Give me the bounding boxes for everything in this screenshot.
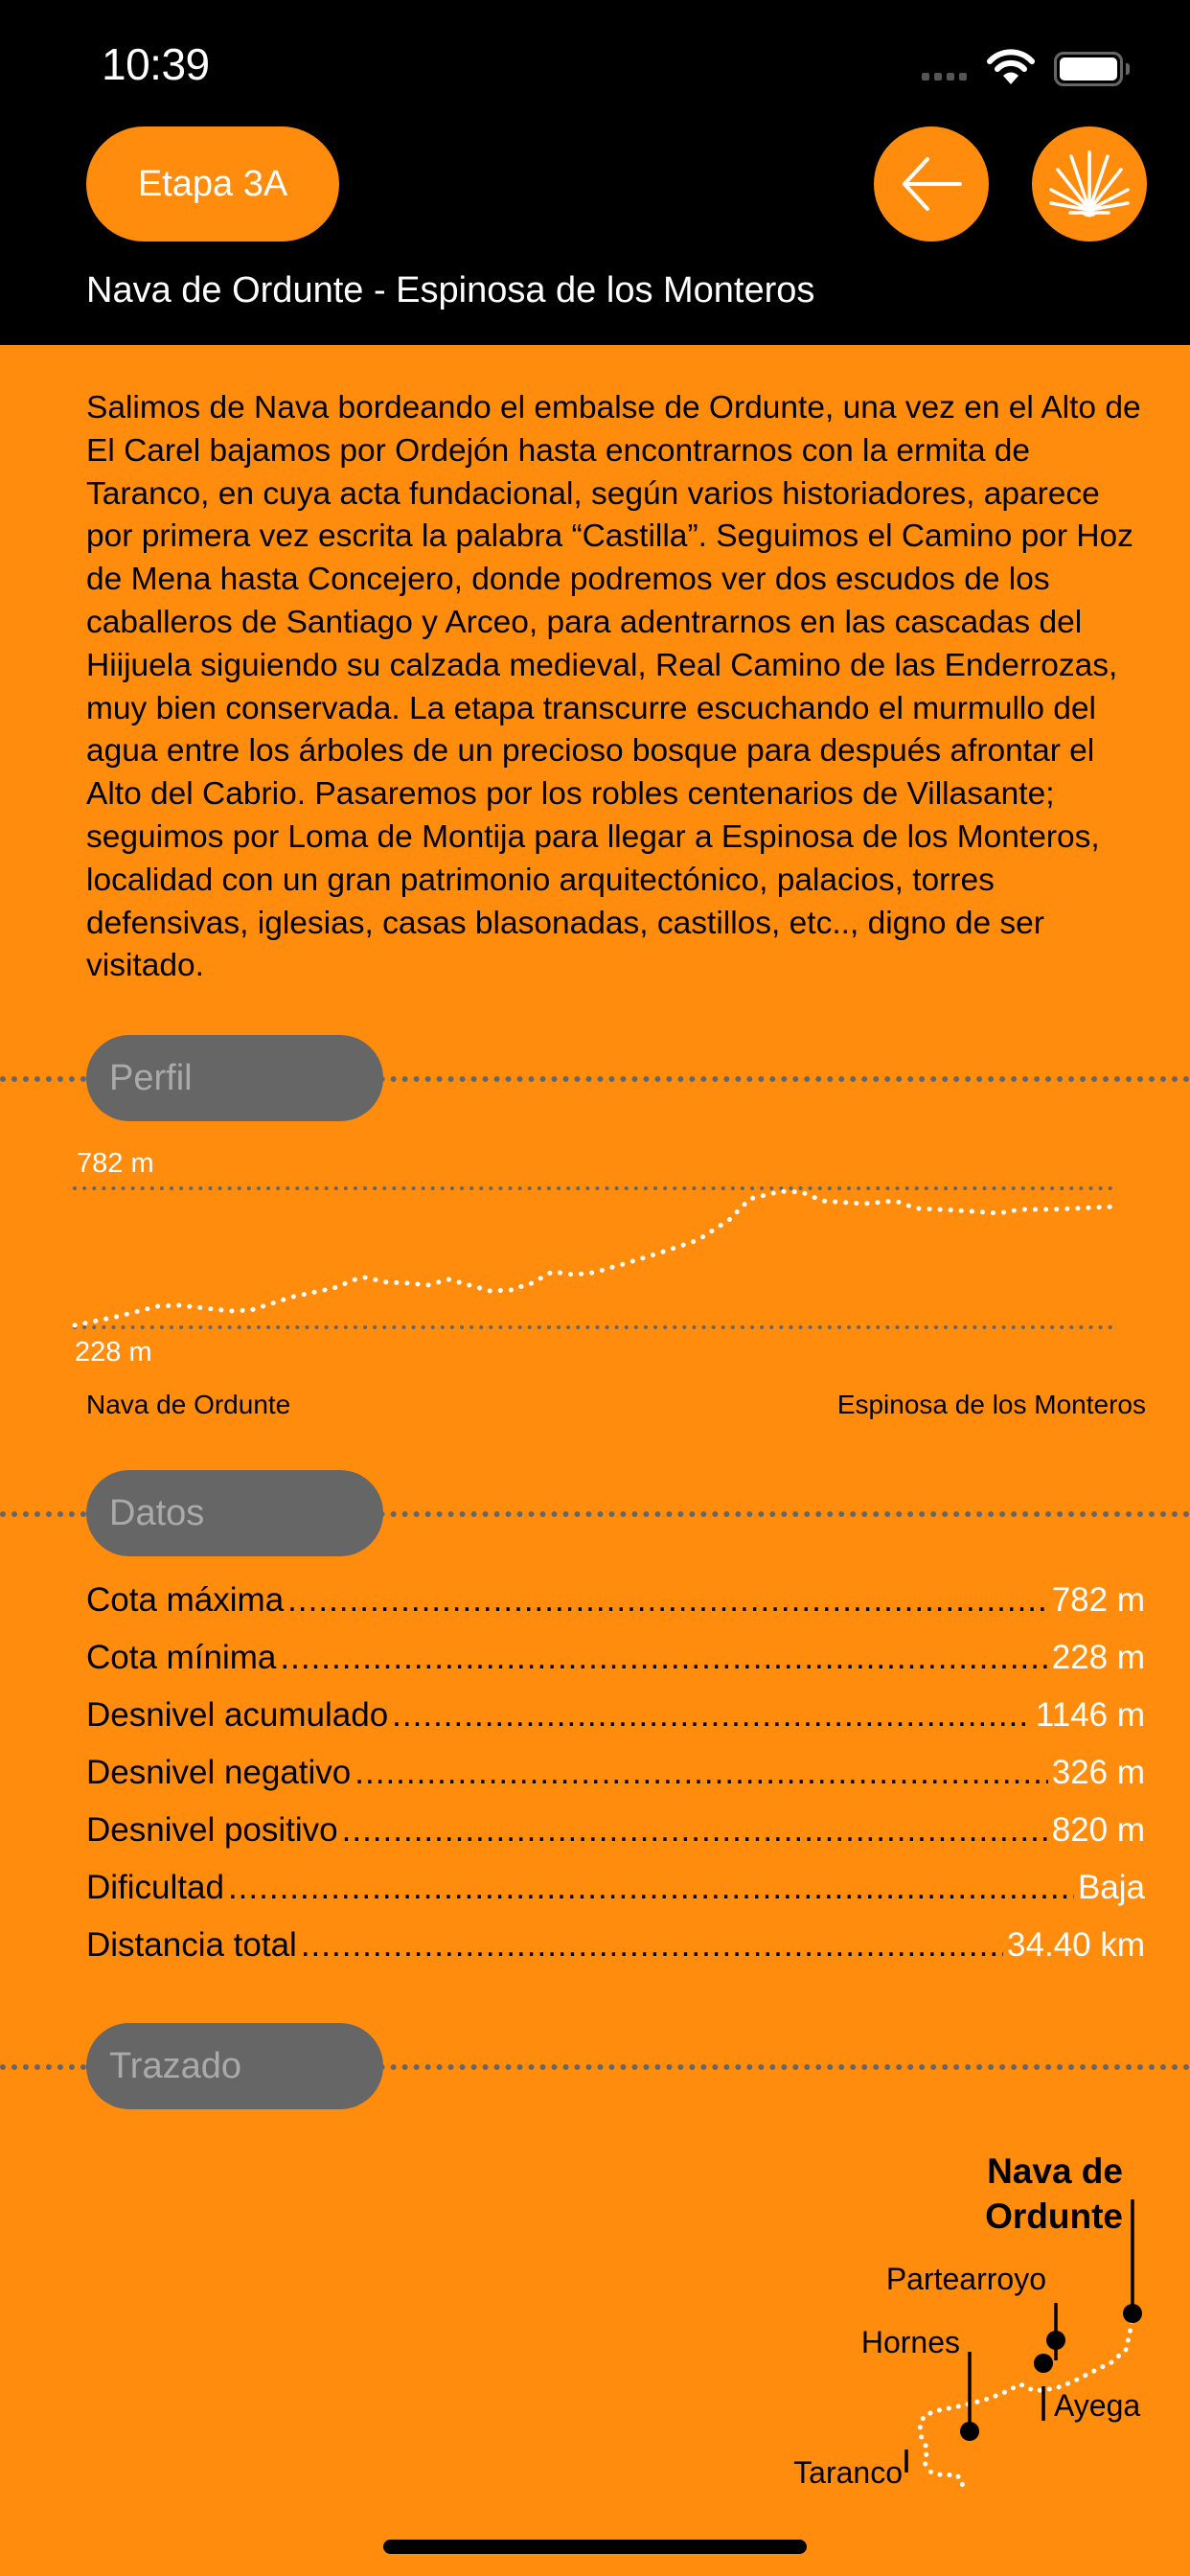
stat-value: 782 m <box>1051 1581 1145 1619</box>
stat-row-max-elevation <box>86 1581 1145 1639</box>
stat-value: 1146 m <box>1035 1696 1145 1734</box>
section-title-data: Datos <box>86 1470 383 1556</box>
status-icons <box>903 38 1190 86</box>
partearroyo-marker <box>1046 2331 1065 2350</box>
place-partearroyo: Partearroyo <box>885 2262 1046 2296</box>
stat-row-negative-gain <box>86 1754 1145 1811</box>
stats-list <box>86 1581 1145 1984</box>
y-max-label: 782 m <box>77 1148 154 1179</box>
stat-row-cumulative-gain <box>86 1696 1145 1754</box>
place-taranco: Taranco <box>793 2455 903 2490</box>
stat-row-total-distance <box>86 1926 1145 1984</box>
home-indicator[interactable] <box>383 2540 807 2554</box>
route-title: Nava de Ordunte - Espinosa de los Monteros <box>86 270 815 310</box>
header <box>0 0 1190 345</box>
signal-icon <box>922 73 967 80</box>
track-map[interactable] <box>747 2147 1190 2492</box>
elevation-line <box>75 1191 1113 1325</box>
stat-row-positive-gain <box>86 1811 1145 1869</box>
stat-value: 820 m <box>1051 1811 1145 1849</box>
ayega-marker <box>1034 2354 1053 2373</box>
shell-button[interactable] <box>1032 126 1147 242</box>
stat-row-difficulty <box>86 1869 1145 1926</box>
profile-start-label: Nava de Ordunte <box>86 1390 291 1419</box>
stage-description: Salimos de Nava bordeando el embalse de Ordunte, una vez en el Alto de El Carel bajamos por Ordejón hasta encontrarnos con la ermita de Taranco, en cuya acta fundacional, según varios historiadores, aparece por primera vez escrita la palabra “Castilla”. Seguimos el Camino por Hoz de Mena hasta Concejero, donde podremos ver dos escudos de los caballeros de Santiago y Arceo, para adentrarnos en las cascadas del Hiijuela siguiendo su calzada medieval, Real Camino de las Enderrozas, muy bien conservada. La etapa transcurre escuchando el murmullo del agua entre los árboles de un precioso bosque para después afrontar el Alto del Cabrio. Pasaremos por los robles centenarios de Villasante; seguimos por Loma de Montija para llegar a Espinosa de los Monteros, localidad con un gran patrimonio arquitectónico, palacios, torres defensivas, iglesias, casas blasonadas, castillos, etc.., digno de ser visitado. <box>86 390 1141 984</box>
section-title-profile: Perfil <box>86 1035 383 1121</box>
stat-label: Cota máxima <box>86 1581 285 1619</box>
stat-value: 34.40 km <box>1007 1926 1145 1964</box>
back-button[interactable] <box>874 126 989 242</box>
y-min-label: 228 m <box>75 1337 152 1368</box>
place-nava-de-ordunte: Nava de Ordunte <box>985 2151 1123 2236</box>
section-track <box>0 2023 1190 2109</box>
stat-label: Cota mínima <box>86 1639 277 1676</box>
stat-label: Desnivel acumulado <box>86 1696 389 1734</box>
status-time: 10:39 <box>102 39 210 89</box>
battery-icon <box>1054 52 1123 86</box>
stage-button[interactable]: Etapa 3A <box>86 126 339 242</box>
section-title-track: Trazado <box>86 2023 383 2109</box>
stat-label: Desnivel positivo <box>86 1811 338 1849</box>
stat-label: Desnivel negativo <box>86 1754 352 1791</box>
section-profile <box>0 1035 1190 1121</box>
track-map-svg <box>747 2147 1190 2492</box>
stat-label: Dificultad <box>86 1869 224 1906</box>
stat-value: 228 m <box>1051 1639 1145 1676</box>
section-data <box>0 1470 1190 1556</box>
place-hornes: Hornes <box>860 2325 960 2359</box>
scallop-shell-icon <box>1046 141 1133 227</box>
wifi-icon <box>987 48 1035 86</box>
hornes-marker <box>960 2422 979 2441</box>
stat-value: Baja <box>1077 1869 1145 1906</box>
nava-marker <box>1123 2304 1142 2323</box>
elevation-profile-chart <box>0 1131 1190 1438</box>
stat-row-min-elevation <box>86 1639 1145 1696</box>
place-ayega: Ayega <box>1054 2388 1141 2423</box>
stat-label: Distancia total <box>86 1926 297 1964</box>
arrow-left-icon <box>893 146 970 222</box>
profile-end-label: Espinosa de los Monteros <box>836 1390 1146 1419</box>
stat-value: 326 m <box>1051 1754 1145 1791</box>
